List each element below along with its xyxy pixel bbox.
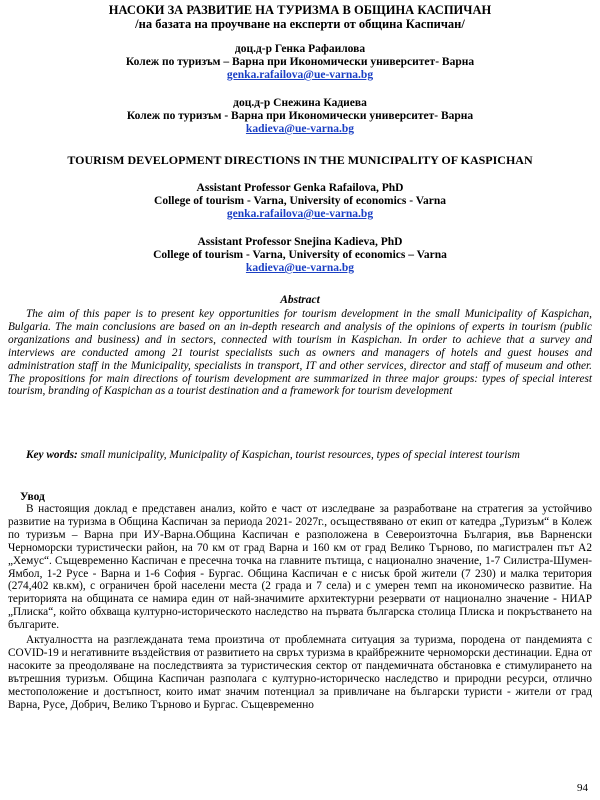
author-email-link[interactable]: genka.rafailova@ue-varna.bg <box>226 69 374 81</box>
intro-paragraph: Актуалността на разглежданата тема произтича от проблемната ситуация за туризма, породена от пандемията с COVID-19 и негативните въздействия от развитието на свръх туризма в крайбрежните черноморски дестинации. Една от насоките за преодоляване на последствията за туристическия сектор от пандемичната обстановка е стимулирането на вътрешния туризъм. Община Каспичан разполага с културно-историческо наследство и природни ресурси, отлично местоположение и достъпност, които имат значим потенциал за привличане на български туристи - жители от град Варна, Русе, Добрич, Велико Търново и Бургас. Същевременно <box>8 634 592 711</box>
author-name: доц.д-р Снежина Кадиева <box>233 97 367 109</box>
author-email-link[interactable]: kadieva@ue-varna.bg <box>245 262 355 274</box>
abstract-block <box>0 308 600 398</box>
bg-subtitle: /на базата на проучване на експерти от община Каспичан/ <box>135 17 465 31</box>
abstract-text: The aim of this paper is to present key opportunities for tourism development in the small Municipality of Kaspichan, Bulgaria. The main conclusions are based on an in-depth research and analysis of the opinions of experts in tourism (public organizations and business) and in sectors, connected with tourism in Kaspichan. In order to achieve that a survey and interviews are conducted among 21 tourist specialists such as owners and managers of hotels and guest houses and administration staff in the Municipality, specialists in transport, IT and other services, director and staff of museum and other. The propositions for main directions of tourism development are summarized in three major groups: types of special interest tourism, branding of Kaspichan as a tourist destination and a framework for tourism development <box>8 308 592 398</box>
author-name: Assistant Professor Genka Rafailova, PhD <box>196 182 404 194</box>
page-number: 94 <box>577 782 588 794</box>
author-affiliation: College of tourism - Varna, University of economics - Varna <box>154 195 446 207</box>
bg-author-1 <box>0 43 600 82</box>
bg-author-2 <box>0 97 600 136</box>
intro-heading: Увод <box>20 491 45 503</box>
en-author-2 <box>0 236 600 275</box>
author-name: доц.д-р Генка Рафаилова <box>234 43 366 55</box>
intro-paragraph: В настоящия доклад е представен анализ, който е част от изследване за разработване на стратегия за устойчиво развитие на туризма в Община Каспичан за периода 2021- 2027г., осъществявано от екип от катедра „Туризъм“ в Колеж по туризъм – Варна при ИУ-Варна.Община Каспичан е разположена в Североизточна България, във Варненски Черноморски туристически район, на 70 км от град Варна и 160 км от град Велико Търново, по магистрален път А2 „Хемус“. Същевременно Каспичан е пресечна точка на главните пътища, с национално значение, 1-7 Силистра-Шумен-Ямбол, 1-2 Русе - Варна и 1-6 София - Бургас. Община Каспичан е с нисък брой жители (7 230) и малка територия (274,402 кв.км), с ограничен брой населени места (2 града и 7 села) и с умерен темп на икономическо развитие. На територията на общината се намира един от най-значимите архитектурни резервати от национално значение - НИАР „Плиска“, който обхваща културно-историческото наследство на първата българска столица Плиска и покръстването на българите. <box>8 503 592 632</box>
keywords-block <box>0 449 600 462</box>
keywords-label: Key words: <box>26 449 78 461</box>
author-affiliation: Колеж по туризъм – Варна при Икономически университет- Варна <box>125 56 475 68</box>
keywords-text: small municipality, Municipality of Kaspichan, tourist resources, types of special interest tourism <box>80 449 520 461</box>
author-name: Assistant Professor Snejina Kadieva, PhD <box>197 236 403 248</box>
intro-body <box>0 503 600 712</box>
en-author-1 <box>0 182 600 221</box>
abstract-heading: Abstract <box>280 294 320 306</box>
author-affiliation: Колеж по туризъм - Варна при Икономически университет- Варна <box>126 110 474 122</box>
author-affiliation: College of tourism - Varna, University of economics – Varna <box>153 249 447 261</box>
bg-title: НАСОКИ ЗА РАЗВИТИЕ НА ТУРИЗМА В ОБЩИНА КАСПИЧАН <box>108 3 492 17</box>
author-email-link[interactable]: kadieva@ue-varna.bg <box>245 123 355 135</box>
author-email-link[interactable]: genka.rafailova@ue-varna.bg <box>226 208 374 220</box>
en-title: TOURISM DEVELOPMENT DIRECTIONS IN THE MUNICIPALITY OF KASPICHAN <box>67 153 533 167</box>
